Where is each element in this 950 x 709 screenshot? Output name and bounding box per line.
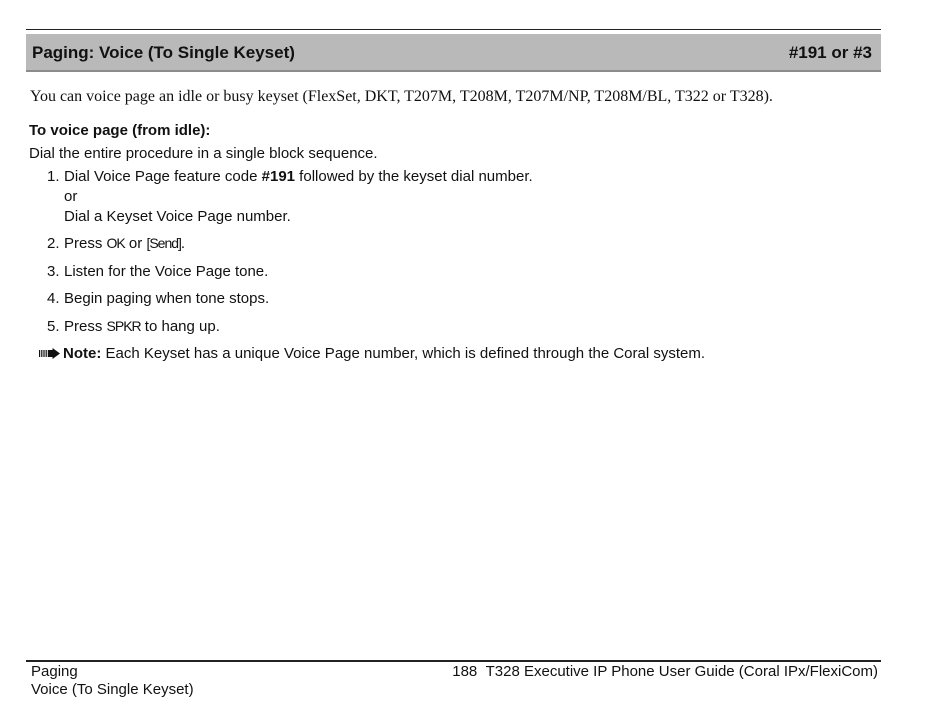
step-number: 3. bbox=[47, 263, 60, 280]
page-title: Paging: Voice (To Single Keyset) bbox=[32, 43, 295, 62]
step-3 bbox=[47, 263, 268, 280]
step-1-or: or bbox=[64, 188, 78, 205]
step-text: . bbox=[180, 235, 186, 252]
note-label: Note: bbox=[63, 345, 102, 362]
step-number: 1. bbox=[47, 168, 60, 185]
step-1-alternative: Dial a Keyset Voice Page number. bbox=[64, 208, 291, 225]
footer-divider bbox=[26, 660, 881, 662]
footer-page-info bbox=[452, 663, 878, 680]
step-text: Listen for the Voice Page tone. bbox=[64, 263, 269, 280]
step-text: Dial Voice Page feature code bbox=[64, 168, 262, 185]
page-header bbox=[26, 34, 881, 72]
step-number: 4. bbox=[47, 290, 60, 307]
note-text: Each Keyset has a unique Voice Page number, which is defined through the Coral system. bbox=[101, 345, 706, 362]
step-text: or bbox=[124, 235, 147, 252]
section-instruction: Dial the entire procedure in a single block sequence. bbox=[29, 145, 378, 162]
step-text: followed by the keyset dial number. bbox=[295, 168, 533, 185]
footer-section: Paging bbox=[31, 663, 78, 680]
page-number: 188 bbox=[452, 663, 478, 680]
send-key-label: [Send] bbox=[146, 235, 181, 251]
step-1 bbox=[47, 168, 533, 185]
footer-subsection: Voice (To Single Keyset) bbox=[31, 681, 194, 698]
step-2 bbox=[47, 235, 185, 252]
step-4 bbox=[47, 290, 269, 307]
note-arrow-icon bbox=[39, 346, 61, 361]
intro-paragraph: You can voice page an idle or busy keyset (FlexSet, DKT, T207M, T208M, T207M/NP, T208M/BL, T322 or T328). bbox=[30, 88, 773, 105]
ok-key-label: OK bbox=[106, 235, 125, 251]
step-number: 2. bbox=[47, 235, 60, 252]
step-number: 5. bbox=[47, 318, 60, 335]
section-heading: To voice page (from idle): bbox=[29, 122, 211, 139]
step-text: to hang up. bbox=[140, 318, 220, 335]
feature-code-bold: #191 bbox=[261, 168, 296, 185]
note bbox=[39, 345, 705, 362]
step-text: Begin paging when tone stops. bbox=[64, 290, 270, 307]
step-text: Press bbox=[64, 235, 107, 252]
step-5 bbox=[47, 318, 220, 335]
top-divider bbox=[26, 29, 881, 30]
guide-title: T328 Executive IP Phone User Guide (Coral IPx/FlexiCom) bbox=[485, 663, 878, 680]
spkr-key-label: SPKR bbox=[106, 318, 141, 334]
feature-code: #191 or #3 bbox=[788, 43, 872, 62]
step-text: Press bbox=[64, 318, 107, 335]
